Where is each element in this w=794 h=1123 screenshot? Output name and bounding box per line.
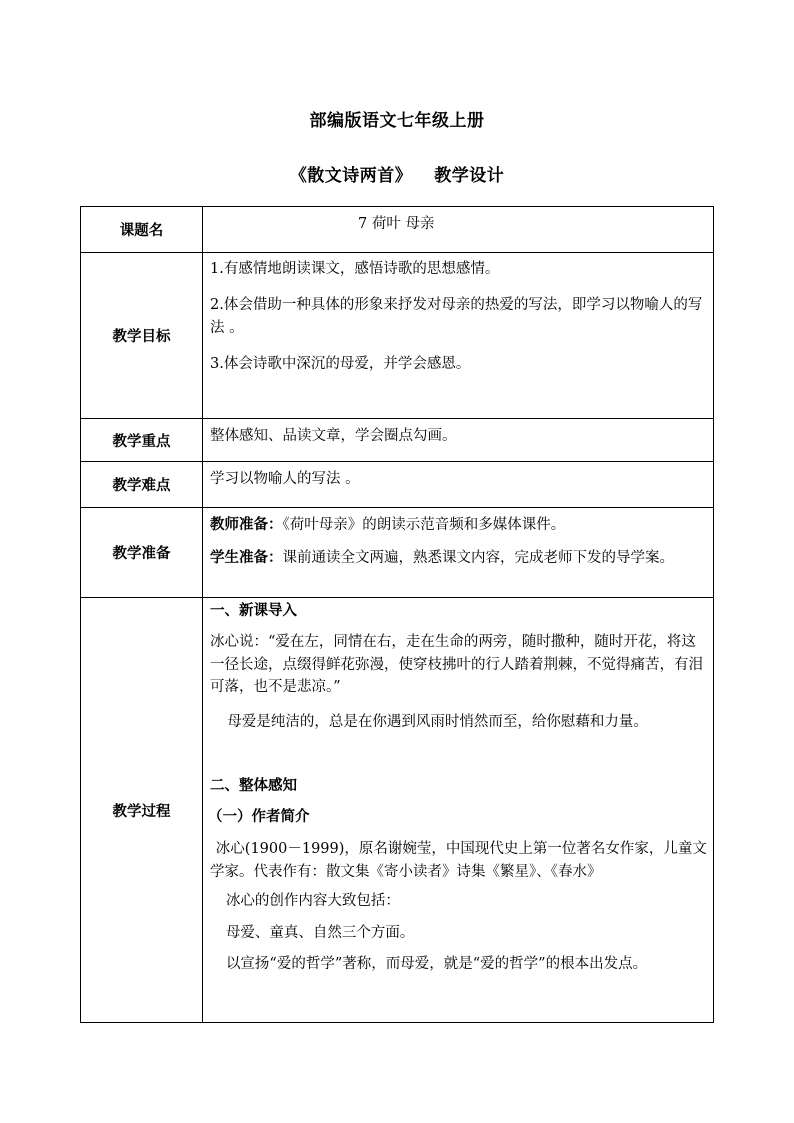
subtitle-book: 《散文诗两首》 xyxy=(289,166,413,186)
teacher-preparation-text: 《荷叶母亲》的朗读示范音频和多媒体课件。 xyxy=(282,517,566,533)
topic-value: 7 荷叶 母亲 xyxy=(358,216,435,232)
goal-item: 2.体会借助一种具体的形象来抒发对母亲的热爱的写法，即学习以物喻人的写法 。 xyxy=(210,297,703,336)
row-goals xyxy=(81,253,714,419)
preparation-cell xyxy=(203,508,714,598)
row-preparation xyxy=(81,508,714,598)
subtitle-design: 教学设计 xyxy=(434,166,505,186)
difficulty-cell xyxy=(203,462,714,508)
row-difficulty xyxy=(81,462,714,508)
document-subtitle xyxy=(0,161,794,186)
lesson-plan-table xyxy=(80,206,714,1023)
section-heading: 二、整体感知 xyxy=(210,777,297,795)
student-preparation-text: 课前通读全文两遍，熟悉课文内容，完成老师下发的导学案。 xyxy=(282,550,674,567)
key-points-label: 教学重点 xyxy=(81,419,203,462)
difficulty-value: 学习以物喻人的写法 。 xyxy=(210,471,360,487)
author-bio-line: 冰心的创作内容大致包括： xyxy=(225,893,400,910)
difficulty-label: 教学难点 xyxy=(81,462,203,508)
intro-quote: 冰心说：“爱在左，同情在右，走在生命的两旁，随时撒种，随时开花，将这一径长途，点缀得鲜花弥漫，使穿枝拂叶的行人踏着荆棘，不觉得痛苦，有泪可落，也不是悲凉。” xyxy=(210,634,703,696)
author-bio-line: 以宣扬“爱的哲学”著称，而母爱，就是“爱的哲学”的根本出发点。 xyxy=(225,956,648,973)
author-bio-line: 母爱、童真、自然三个方面。 xyxy=(225,924,415,941)
subsection-heading: （一）作者简介 xyxy=(208,807,310,825)
process-cell xyxy=(203,598,714,1023)
author-bio: 冰心(1900－1999)，原名谢婉莹，中国现代史上第一位著名女作家，儿童文学家。代表作有：散文集《寄小读者》诗集《繁星》、《春水》 xyxy=(210,841,707,880)
intro-text: 母爱是纯洁的，总是在你遇到风雨时悄然而至，给你慰藉和力量。 xyxy=(227,713,648,730)
goals-label: 教学目标 xyxy=(81,253,203,419)
preparation-label: 教学准备 xyxy=(81,508,203,598)
student-preparation-label: 学生准备： xyxy=(210,549,283,567)
row-key-points xyxy=(81,419,714,462)
row-process xyxy=(81,598,714,1023)
row-topic xyxy=(81,207,714,253)
document-title: 部编版语文七年级上册 xyxy=(309,111,485,131)
teacher-preparation-label: 教师准备： xyxy=(210,516,283,533)
key-points-cell xyxy=(203,419,714,462)
goals-cell xyxy=(203,253,714,419)
student-preparation xyxy=(210,547,707,569)
process-label: 教学过程 xyxy=(81,598,203,1023)
topic-cell xyxy=(203,207,714,253)
topic-label: 课题名 xyxy=(81,207,203,253)
teacher-preparation xyxy=(210,514,707,536)
goal-item: 3.体会诗歌中深沉的母爱，并学会感恩。 xyxy=(210,356,471,373)
key-points-value: 整体感知、品读文章，学会圈点勾画。 xyxy=(210,428,457,444)
section-heading: 一、新课导入 xyxy=(210,602,297,619)
goal-item: 1.有感情地朗读课文，感悟诗歌的思想感情。 xyxy=(210,261,500,277)
